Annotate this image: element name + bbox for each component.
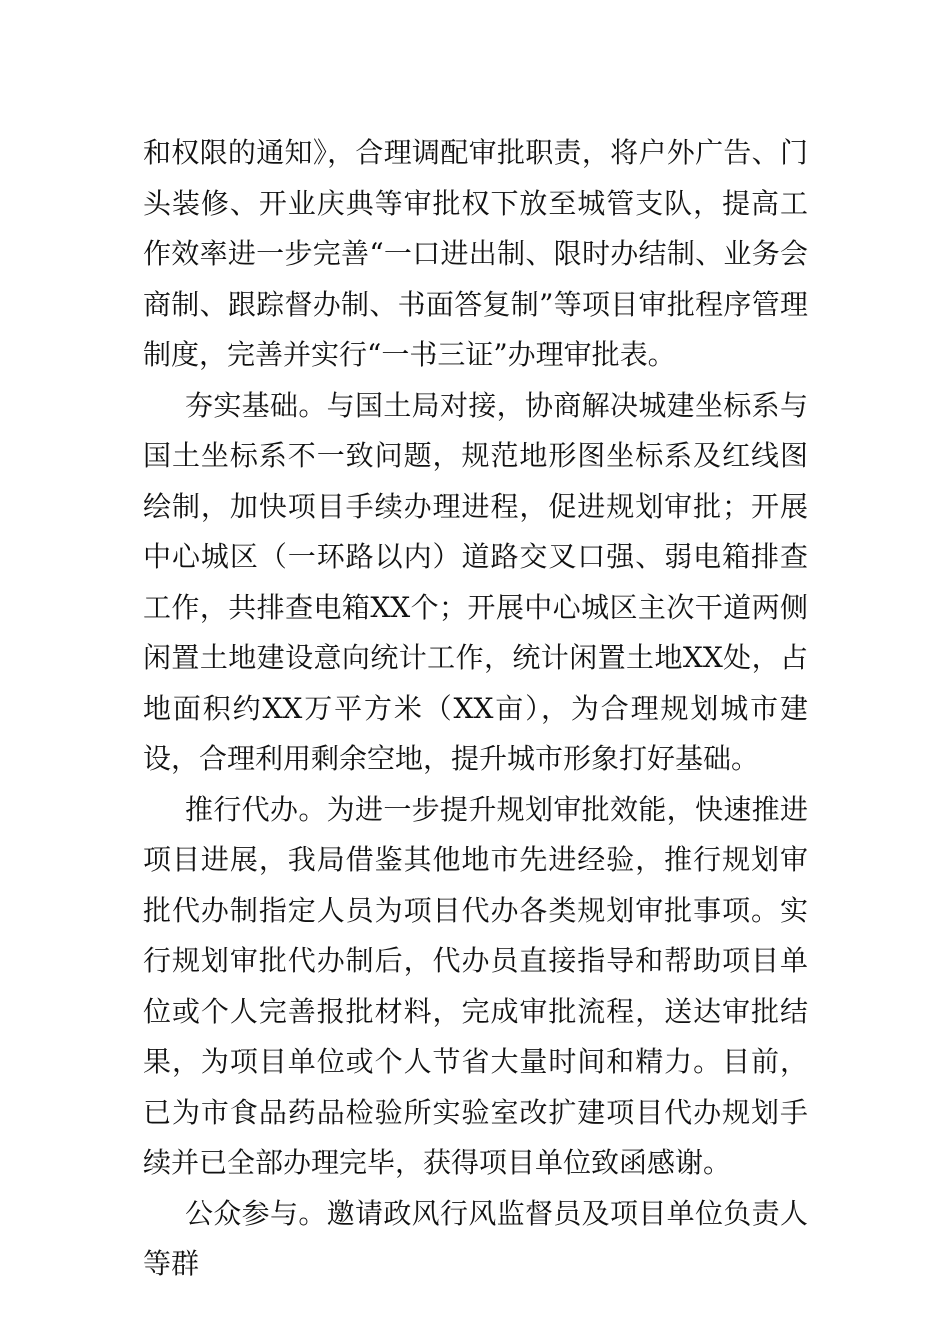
paragraph-agency-service: 推行代办。为进一步提升规划审批效能，快速推进项目进展，我局借鉴其他地市先进经验，推行规划审批代办制指定人员为项目代办各类规划审批事项。实行规划审批代办制后，代办员直接指导和帮助项目单位或个人完善报批材料，完成审批流程，送达审批结果，为项目单位或个人节省大量时间和精力。目前，已为市食品药品检验所实验室改扩建项目代办规划手续并已全部办理完毕，获得项目单位致函感谢。	[143, 792, 808, 1179]
paragraph-approval-authority: 和权限的通知》，合理调配审批职责，将户外广告、门头装修、开业庆典等审批权下放至城管支队，提高工作效率进一步完善“一口进出制、限时办结制、业务会商制、跟踪督办制、书面答复制”等项目审批程序管理制度，完善并实行“一书三证”办理审批表。	[143, 136, 808, 371]
paragraph-solid-foundation: 夯实基础。与国土局对接，协商解决城建坐标系与国土坐标系不一致问题，规范地形图坐标系及红线图绘制，加快项目手续办理进程，促进规划审批；开展中心城区（一环路以内）道路交叉口强、弱电箱排查工作，共排查电箱XX个；开展中心城区主次干道两侧闲置土地建设意向统计工作，统计闲置土地XX处，占地面积约XX万平方米（XX亩），为合理规划城市建设，合理利用剩余空地，提升城市形象打好基础。	[143, 388, 808, 775]
document-body	[143, 128, 808, 1290]
paragraph-public-participation: 公众参与。邀请政风行风监督员及项目单位负责人等群	[143, 1196, 808, 1280]
